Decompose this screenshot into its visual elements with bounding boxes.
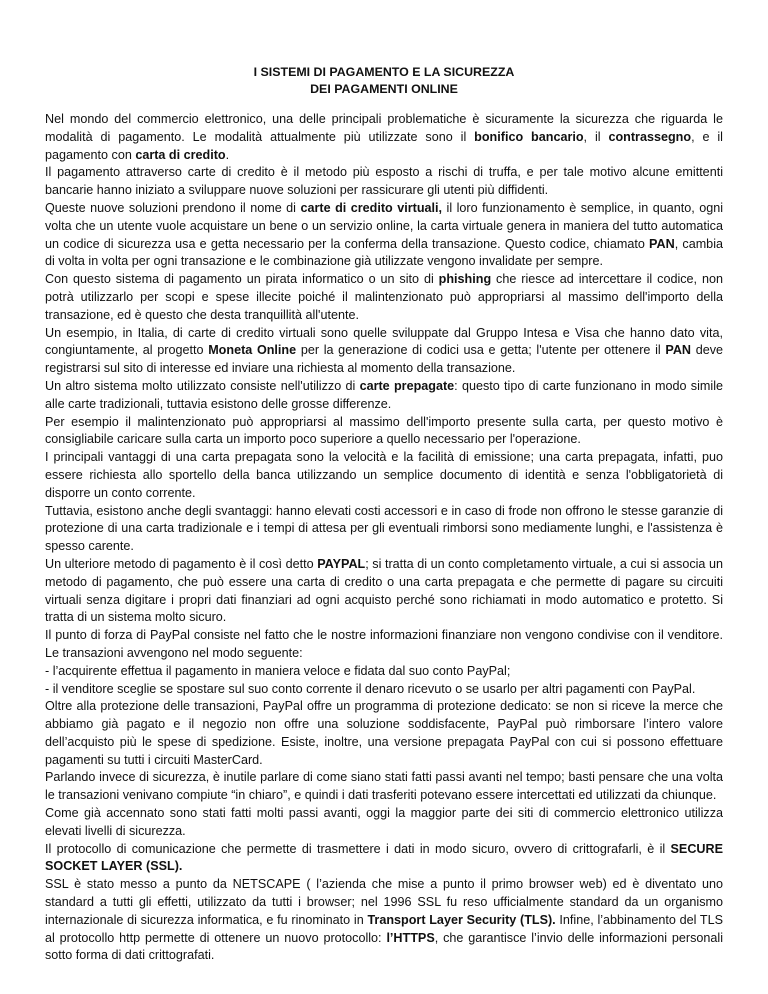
title-line-2: DEI PAGAMENTI ONLINE (310, 81, 458, 96)
text-run: - l’acquirente effettua il pagamento in maniera veloce e fidata dal suo conto PayPal; (45, 663, 511, 678)
bold-text: PAYPAL (317, 556, 366, 571)
bold-text: SECURE SOCKET LAYER (SSL). (45, 841, 723, 874)
text-run: ; si tratta di un conto completamento virtuale, a cui si associa un metodo di pagamento, che può essere una carta di credito o una carta prepagata e che permette di pagare su circuiti virtuali senza digitare i propri dati finanziari ad ogni acquisto perché sono richiamati in modo automatico e protetto. Si tratta di un sistema molto sicuro. (45, 556, 723, 625)
bold-text: carta di credito (135, 147, 226, 162)
text-run: , e il pagamento con (45, 129, 723, 162)
paragraph (45, 876, 723, 965)
paragraph (45, 698, 723, 769)
bold-text: phishing (438, 272, 492, 287)
text-run: , il (583, 129, 609, 144)
text-run: Queste nuove soluzioni prendono il nome di (45, 200, 301, 215)
text-run: Tuttavia, esistono anche degli svantaggi: hanno elevati costi accessori e in caso di frode non offrono le stesse garanzie di protezione di una carta tradizionale e i tempi di attesa per gli eventuali rimborsi sono mediamente lunghi, e l'assistenza è spesso carente. (45, 503, 723, 554)
bold-text: bonifico bancario (474, 129, 584, 144)
text-run: Nel mondo del commercio elettronico, una delle principali problematiche è sicuramente la sicurezza che riguarda le modalità di pagamento. Le modalità attualmente più utilizzate sono il (45, 112, 723, 144)
text-run: che riesce ad intercettare il codice, non potrà utilizzarlo per scopi e spese illecite poiché il malintenzionato può appropriarsi al massimo dell'importo della transazione, ed è questo che desta tranquillità all'utente. (45, 272, 723, 322)
text-run: , che garantisce l’invio delle informazioni personali sotto forma di dati crittografati. (45, 930, 723, 963)
text-run: Parlando invece di sicurezza, è inutile parlare di come siano stati fatti passi avanti nel tempo; basti pensare che una volta le transazioni venivano compiute “in chiaro”, e quindi i dati trasferiti potevano essere intercettati ed utilizzati da chiunque. (45, 770, 723, 803)
bold-text: Moneta Online (208, 343, 297, 358)
text-run: Infine, l’abbinamento del TLS al protocollo http permette di ottenere un nuovo protocollo: (45, 912, 723, 945)
paragraph (45, 556, 723, 627)
paragraph (45, 769, 723, 805)
paragraph (45, 378, 723, 414)
text-run: Un altro sistema molto utilizzato consiste nell'utilizzo di (45, 378, 360, 393)
paragraph (45, 200, 723, 271)
text-run: . (225, 147, 230, 162)
paragraph (45, 271, 723, 324)
paragraph (45, 111, 723, 164)
text-run: Come già accennato sono stati fatti molti passi avanti, oggi la maggior parte dei siti di commercio elettronico utilizza elevati livelli di sicurezza. (45, 806, 723, 838)
text-run: Il pagamento attraverso carte di credito è il metodo più esposto a rischi di truffa, e per tale motivo alcune emittenti bancarie hanno iniziato a sviluppare nuove soluzioni per rassicurare gli utenti più diffidenti. (45, 165, 723, 198)
document-body (45, 111, 723, 965)
text-run: Oltre alla protezione delle transazioni, PayPal offre un programma di protezione dedicato: se non si riceve la merce che abbiamo già pagato e il negozio non offre una soluzione soddisfacente, PayPal può rimborsare l’intero valore dell’acquisto più le spese di spedizione. Esiste, inoltre, una versione prepagata PayPal con cui si possono effettuare pagamenti su tutti i circuiti MasterCard. (45, 699, 723, 767)
bold-text: contrassegno (608, 129, 692, 144)
paragraph (45, 164, 723, 200)
paragraph (45, 414, 723, 450)
text-run: Il protocollo di comunicazione che permette di trasmettere i dati in modo sicuro, ovvero di crittografarli, è il (45, 841, 671, 856)
paragraph (45, 503, 723, 556)
text-run: il loro funzionamento è semplice, in quanto, ogni volta che un utente vuole acquistare un bene o un servizio online, la carta virtuale genera in maniera del tutto automatica un codice di sicurezza usa e getta necessario per la conferma della transazione. Questo codice, chiamato (45, 200, 724, 251)
document-page (45, 64, 723, 965)
bold-text: l’HTTPS (386, 930, 435, 945)
text-run: , cambia di volta in volta per ogni transazione e le combinazione già utilizzate vengono invalidate per sempre. (45, 236, 723, 269)
title-line-1: I SISTEMI DI PAGAMENTO E LA SICUREZZA (253, 65, 515, 79)
text-run: - il venditore sceglie se spostare sul suo conto corrente il denaro ricevuto o se usarlo per altri pagamenti con PayPal. (45, 681, 696, 696)
text-run: SSL è stato messo a punto da NETSCAPE ( l’azienda che mise a punto il primo browser web) ed è diventato uno standard a tutti gli effetti, utilizzato da tutti i browser; nel 1996 SSL fu reso ufficialmente standard da un organismo internazionale di sicurezza informatica, e fu rinominato in (45, 877, 723, 927)
paragraph (45, 627, 723, 663)
text-run: Un esempio, in Italia, di carte di credito virtuali sono quelle sviluppate dal Gruppo Intesa e Visa che hanno dato vita, congiuntamente, al progetto (45, 325, 723, 358)
bold-text: PAN (665, 343, 692, 358)
paragraph (45, 325, 723, 378)
text-run: Per esempio il malintenzionato può appropriarsi al massimo dell'importo presente sulla carta, per questo motivo è consigliabile caricare sulla carta un importo poco superiore a quello necessario per l'operazione. (45, 414, 723, 447)
paragraph (45, 805, 723, 841)
text-run: deve registrarsi sul sito di interesse ed inviare una richiesta al momento della transazione. (45, 343, 724, 376)
bold-text: Transport Layer Security (TLS). (367, 912, 556, 927)
paragraph (45, 449, 723, 502)
text-run: Con questo sistema di pagamento un pirata informatico o un sito di (45, 272, 439, 287)
text-run: I principali vantaggi di una carta prepagata sono la velocità e la facilità di emissione; una carta prepagata, infatti, puo essere richiesta allo sportello della banca utilizzando un semplice documento di identità e senza l'obbligatorietà di disporre un conto corrente. (45, 450, 723, 500)
bold-text: carte prepagate (359, 378, 455, 393)
text-run: Il punto di forza di PayPal consiste nel fatto che le nostre informazioni finanziare non vengono condivise con il venditore. Le transazioni avvengono nel modo seguente: (45, 628, 723, 660)
text-run: Un ulteriore metodo di pagamento è il così detto (45, 556, 318, 571)
bold-text: carte di credito virtuali, (300, 200, 443, 215)
paragraph (45, 681, 723, 699)
document-title (45, 64, 723, 97)
text-run: : questo tipo di carte funzionano in modo simile alle carte tradizionali, tuttavia esistono delle grosse differenze. (45, 378, 723, 411)
text-run: per la generazione di codici usa e getta; l'utente per ottenere il (296, 343, 666, 358)
paragraph (45, 841, 723, 877)
bold-text: PAN (649, 236, 675, 251)
paragraph (45, 663, 723, 681)
